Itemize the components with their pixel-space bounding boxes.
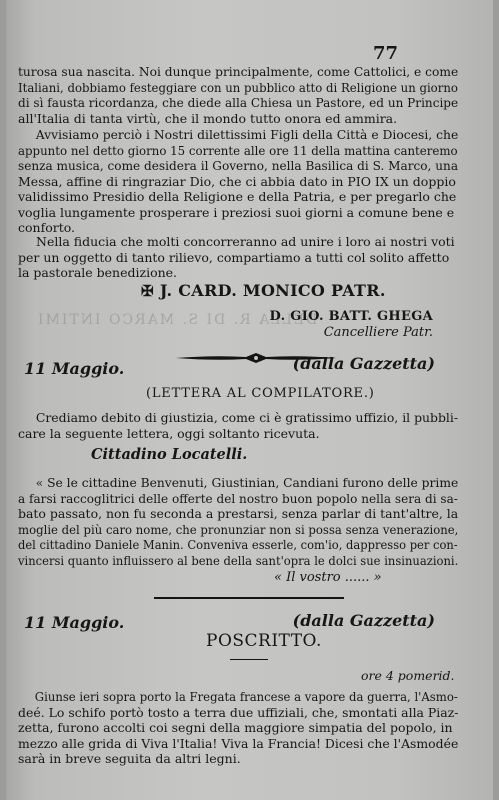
text-line: appunto nel detto giorno 15 corrente alle ore 11 della mattina canteremo	[18, 142, 458, 158]
page-number: 77	[372, 43, 398, 64]
text-line: Italiani, dobbiamo festeggiare con un pubblico atto di Religione un giorno	[18, 79, 458, 95]
text-line: care la seguente lettera, oggi soltanto ricevuta.	[18, 425, 320, 441]
bishop-letter-notice	[18, 127, 458, 236]
patriarch-signature: ✠ J. CARD. MONICO PATR.	[141, 281, 386, 300]
text-line: moglie del più caro nome, che pronunziar non si possa senza venerazione,	[18, 521, 459, 537]
section1-source: (dalla Gazzetta)	[292, 354, 435, 373]
heading-underline	[230, 659, 268, 660]
text-line: zetta, furono accolti coi segni della maggiore simpatia del popolo, in	[18, 720, 453, 735]
section1-date: 11 Maggio.	[24, 359, 125, 378]
text-line: senza musica, come desidera il Governo, nella Basilica di S. Marco, una	[18, 158, 459, 173]
text-line: a farsi raccoglitrici delle offerte del nostro buon popolo nella sera di sa-	[18, 490, 458, 506]
text-line: Avvisiamo perciò i Nostri dilettissimi Figli della Città e Diocesi, che	[35, 127, 459, 142]
bleed-through-text: DELLA R. DI S. MARCO INTIMI	[36, 312, 318, 328]
text-line: sarà in breve seguita da altri legni.	[18, 751, 241, 766]
chancellor-block	[270, 309, 433, 341]
text-line: voglia lungamente prosperare i preziosi suoi giorni a comune bene e	[18, 204, 455, 220]
text-line: di sì fausta ricordanza, che diede alla Chiesa un Pastore, ed un Principe	[18, 95, 459, 110]
letter-addressee: Cittadino Locatelli.	[91, 446, 248, 463]
section1-heading: (LETTERA AL COMPILATORE.)	[146, 386, 375, 401]
section1-letter-body	[18, 475, 458, 568]
text-line: all'Italia di tanta virtù, che il mondo tutto onora ed ammira.	[18, 110, 398, 126]
cross-icon: ✠	[141, 282, 154, 300]
section1-intro	[18, 410, 458, 441]
bishop-letter-opening	[18, 64, 458, 126]
text-line: Messa, affine di ringraziar Dio, che ci abbia dato in PIO IX un doppio	[18, 173, 456, 189]
bishop-letter-blessing	[18, 234, 458, 281]
text-line: per un oggetto di tanto rilievo, compartiamo a tutti col solito affetto	[18, 249, 450, 265]
section2-time: ore 4 pomerid.	[361, 668, 455, 683]
text-line: conforto.	[18, 220, 76, 235]
letter-closing: « Il vostro ...... »	[274, 570, 382, 585]
section2-source: (dalla Gazzetta)	[292, 611, 435, 630]
document-page	[6, 0, 493, 800]
text-line: validissimo Presidio della Religione e della Patria, e per pregarlo che	[18, 189, 457, 204]
text-line: vincersi quanto influissero al bene della sant'opra le dolci sue insinuazioni.	[18, 552, 459, 568]
text-line: Crediamo debito di giustizia, come ci è gratissimo uffizio, il pubbli-	[35, 410, 459, 425]
section2-date: 11 Maggio.	[24, 613, 125, 632]
section-divider	[154, 597, 344, 599]
text-line: Giunse ieri sopra porto la Fregata francese a vapore da guerra, l'Asmo-	[34, 689, 458, 704]
text-line: Nella fiducia che molti concorreranno ad unire i loro ai nostri voti	[36, 234, 455, 249]
text-line: deé. Lo schifo portò tosto a terra due uffiziali, che, smontati alla Piaz-	[18, 704, 459, 720]
chancellor-name: D. GIO. BATT. GHEGA	[269, 309, 433, 324]
text-line: turosa sua nascita. Noi dunque principalmente, come Cattolici, e come	[18, 64, 459, 79]
section2-body	[18, 689, 458, 767]
text-line: bato passato, non fu seconda a prestarsi, senza parlar di tant'altre, la	[18, 506, 459, 521]
chancellor-role: Cancelliere Patr.	[323, 325, 433, 340]
text-line: mezzo alle grida di Viva l'Italia! Viva la Francia! Dicesi che l'Asmodée	[18, 735, 459, 751]
text-line: la pastorale benedizione.	[18, 265, 178, 280]
text-line: del cittadino Daniele Manin. Conveniva esserle, com'io, dappresso per con-	[18, 537, 458, 552]
text-line: « Se le cittadine Benvenuti, Giustinian, Candiani furono delle prime	[35, 475, 459, 490]
section2-heading: POSCRITTO.	[206, 631, 322, 651]
